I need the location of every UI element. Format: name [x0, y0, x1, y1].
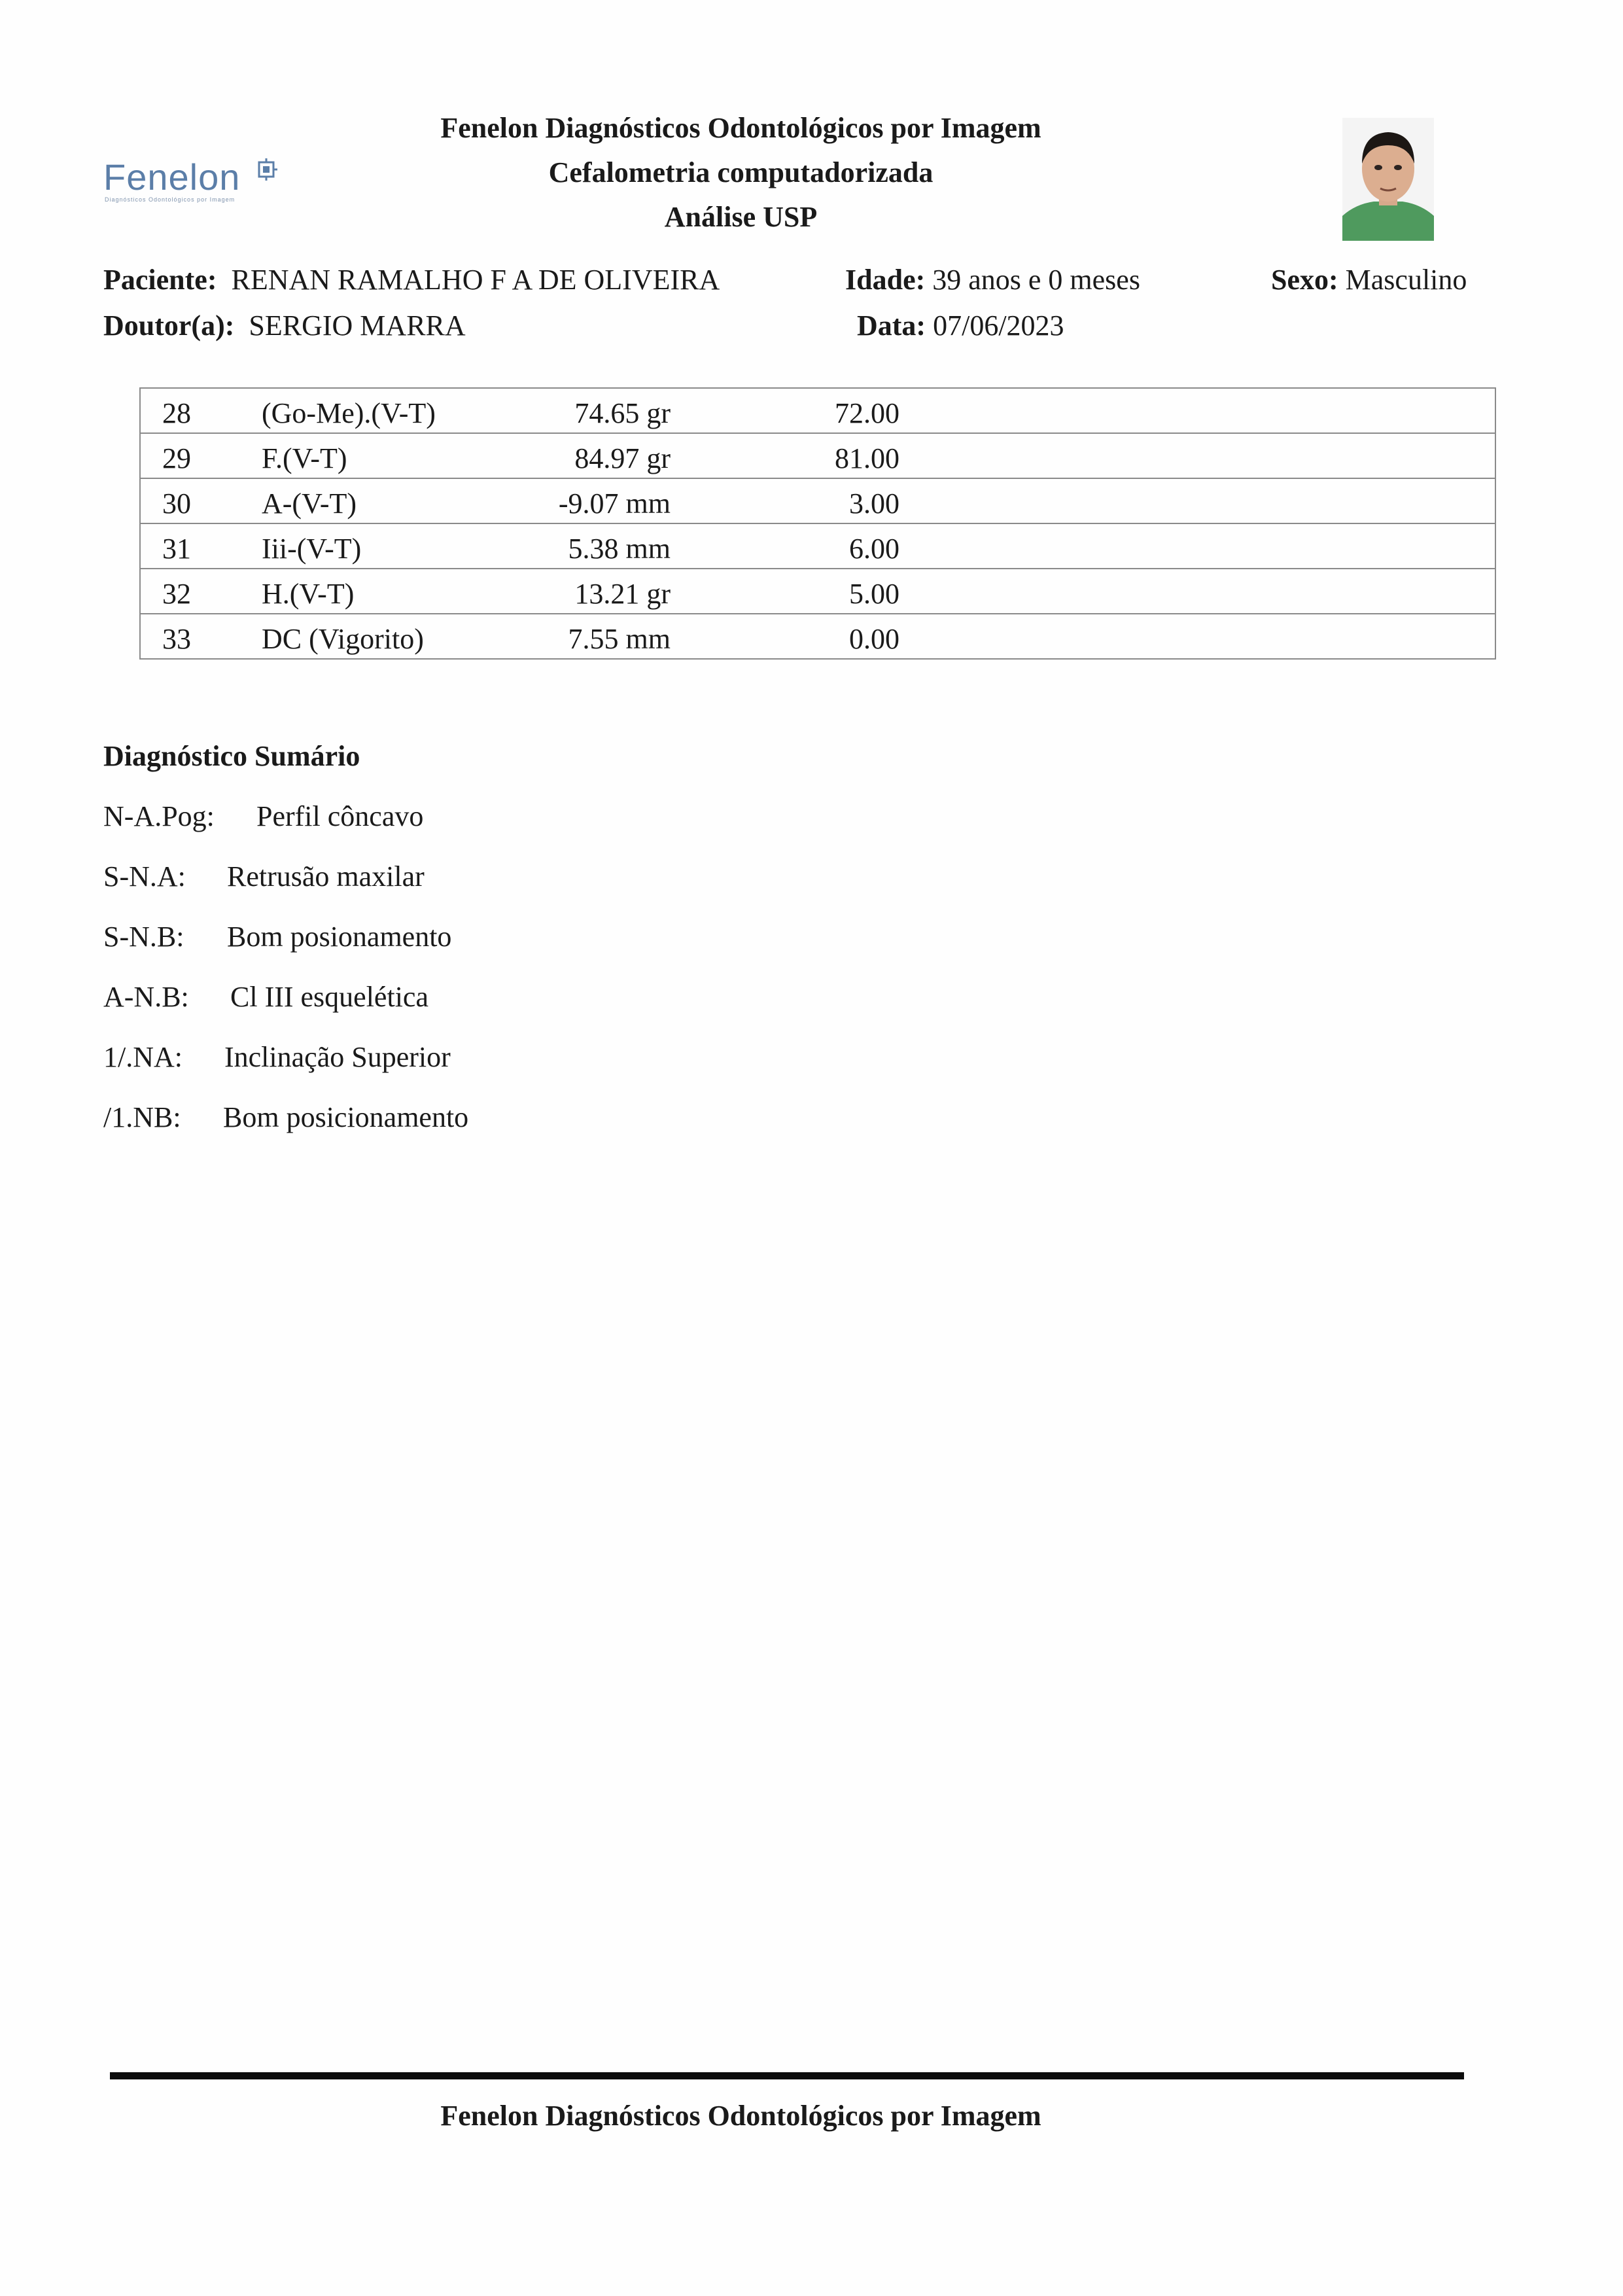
- table-row: [141, 389, 1495, 434]
- summary-key: 1/.NA:: [103, 1041, 183, 1073]
- summary-key: A-N.B:: [103, 981, 189, 1013]
- measure-name: Iii-(V-T): [262, 533, 362, 565]
- table-row: [141, 479, 1495, 524]
- measure-standard: 0.00: [849, 623, 899, 655]
- patient-age-field: [845, 263, 1140, 296]
- footer-text: Fenelon Diagnósticos Odontológicos por Imagem: [440, 2100, 1041, 2132]
- header-company-title: Fenelon Diagnósticos Odontológicos por Imagem: [440, 112, 1041, 144]
- table-row: [141, 524, 1495, 569]
- measure-value: 7.55 mm: [568, 623, 671, 655]
- patient-name: RENAN RAMALHO F A DE OLIVEIRA: [231, 264, 720, 296]
- doctor-label: Doutor(a):: [103, 309, 235, 342]
- measurements-table: [139, 387, 1496, 660]
- row-number: 30: [162, 487, 191, 520]
- table-row: [141, 434, 1495, 479]
- summary-key: /1.NB:: [103, 1101, 181, 1133]
- measure-standard: 3.00: [849, 487, 899, 520]
- summary-value: Perfil côncavo: [256, 800, 424, 832]
- measure-standard: 6.00: [849, 533, 899, 565]
- patient-sex-field: [1271, 263, 1467, 296]
- doctor-name: SERGIO MARRA: [249, 309, 466, 342]
- patient-sex-label: Sexo:: [1271, 264, 1338, 296]
- summary-key: S-N.B:: [103, 921, 184, 953]
- summary-value: Inclinação Superior: [224, 1041, 451, 1073]
- row-number: 29: [162, 442, 191, 474]
- row-number: 31: [162, 533, 191, 565]
- measure-value: 84.97 gr: [574, 442, 671, 474]
- summary-value: Bom posicionamento: [223, 1101, 469, 1133]
- footer-rule: [110, 2072, 1464, 2079]
- patient-name-label: Paciente:: [103, 264, 217, 296]
- summary-key: N-A.Pog:: [103, 800, 215, 832]
- measure-name: H.(V-T): [262, 578, 355, 610]
- row-number: 33: [162, 623, 191, 655]
- row-number: 32: [162, 578, 191, 610]
- date-field: [857, 309, 1064, 342]
- logo-tagline: Diagnósticos Odontológicos por Imagem: [105, 196, 236, 203]
- patient-age-label: Idade:: [845, 264, 926, 296]
- measure-value: 74.65 gr: [574, 397, 671, 429]
- measure-value: 13.21 gr: [574, 578, 671, 610]
- header-report-title: Cefalometria computadorizada: [548, 156, 934, 188]
- exam-date: 07/06/2023: [933, 309, 1064, 342]
- measure-name: (Go-Me).(V-T): [262, 397, 436, 429]
- measure-standard: 5.00: [849, 578, 899, 610]
- summary-value: Bom posionamento: [227, 921, 452, 953]
- summary-value: Cl III esquelética: [230, 981, 428, 1013]
- measure-name: A-(V-T): [262, 487, 357, 520]
- table-row: [141, 614, 1495, 658]
- patient-age: 39 anos e 0 meses: [932, 264, 1140, 296]
- logo-word: Fenelon: [103, 156, 241, 198]
- measure-name: F.(V-T): [262, 442, 347, 474]
- patient-name-field: [103, 263, 720, 296]
- header-analysis-title: Análise USP: [664, 201, 818, 233]
- summary-key: S-N.A:: [103, 860, 186, 892]
- summary-value: Retrusão maxilar: [227, 860, 425, 892]
- measure-name: DC (Vigorito): [262, 623, 424, 655]
- doctor-field: [103, 309, 466, 342]
- measure-standard: 81.00: [835, 442, 899, 474]
- measure-value: 5.38 mm: [568, 533, 671, 565]
- patient-sex: Masculino: [1345, 264, 1467, 296]
- summary-title: Diagnóstico Sumário: [103, 740, 360, 772]
- table-row: [141, 569, 1495, 614]
- measure-standard: 72.00: [835, 397, 899, 429]
- patient-photo: [1342, 118, 1434, 241]
- row-number: 28: [162, 397, 191, 429]
- patient-portrait-icon: [1342, 118, 1434, 241]
- measure-value: -9.07 mm: [558, 487, 671, 520]
- date-label: Data:: [857, 309, 926, 342]
